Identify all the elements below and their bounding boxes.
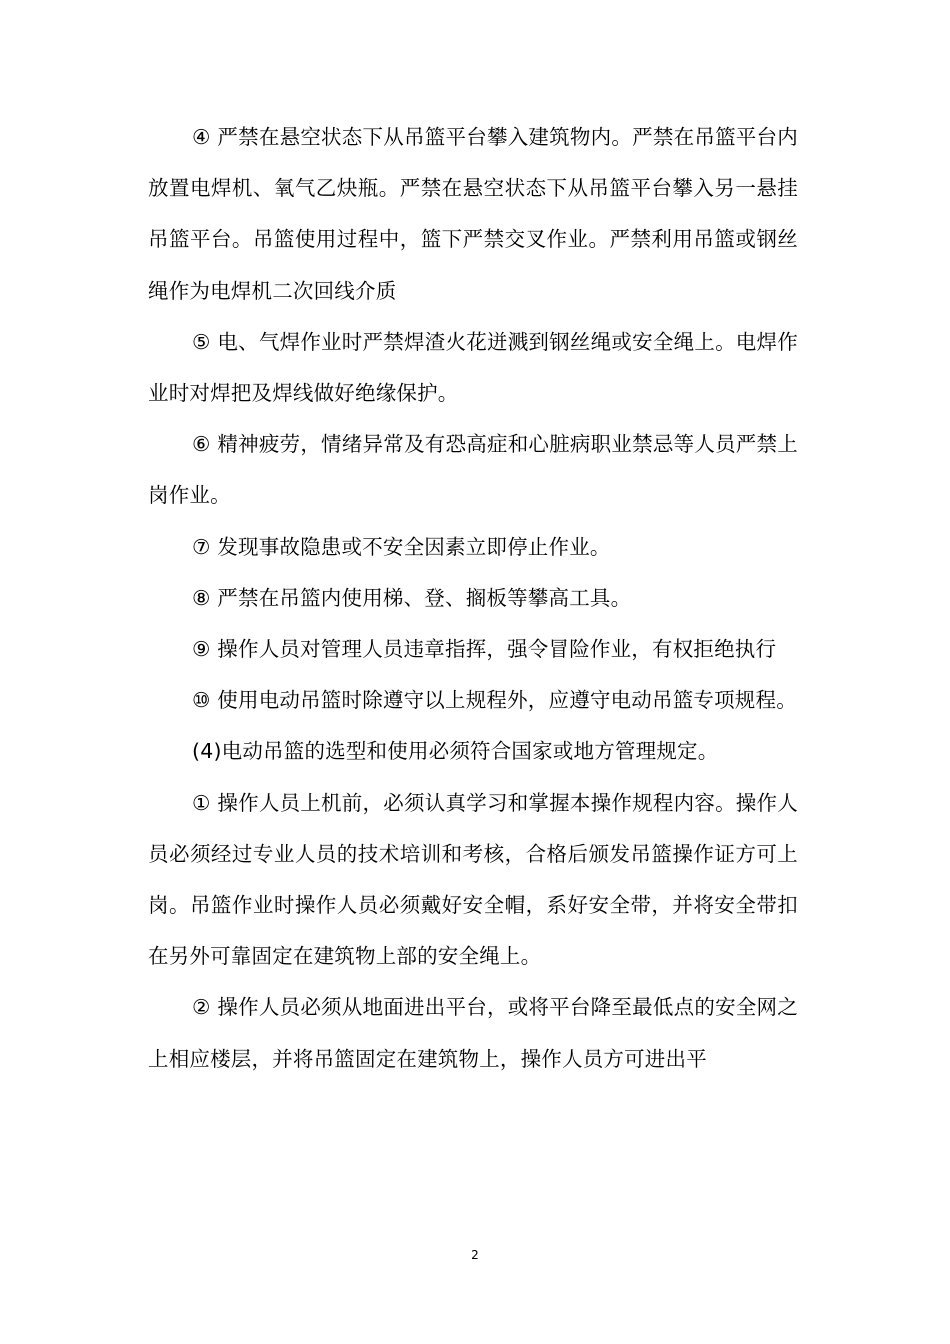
paragraph-item-5: ⑤ 电、气焊作业时严禁焊渣火花迸溅到钢丝绳或安全绳上。电焊作业时对焊把及焊线做好绝缘保护。 xyxy=(148,329,798,406)
paragraph-item-7: ⑦ 发现事故隐患或不安全因素立即停止作业。 xyxy=(192,534,611,559)
paragraph-item-4: ④ 严禁在悬空状态下从吊篮平台攀入建筑物内。严禁在吊篮平台内放置电焊机、氧气乙炔瓶。严禁在悬空状态下从吊篮平台攀入另一悬挂吊篮平台。吊篮使用过程中，篮下严禁交叉作业。严禁利用吊篮或钢丝绳作为电焊机二次回线介质 xyxy=(148,125,798,303)
document-body xyxy=(148,112,798,1085)
paragraph-item-8: ⑧ 严禁在吊篮内使用梯、登、搁板等攀高工具。 xyxy=(192,585,632,610)
section-heading-4: (4)电动吊篮的选型和使用必须符合国家或地方管理规定。 xyxy=(192,739,719,764)
paragraph-item-10: ⑩ 使用电动吊篮时除遵守以上规程外，应遵守电动吊篮专项规程。 xyxy=(192,688,797,713)
paragraph-item-6: ⑥ 精神疲劳，情绪异常及有恐高症和心脏病职业禁忌等人员严禁上岗作业。 xyxy=(148,432,798,508)
paragraph-item-1: ① 操作人员上机前，必须认真学习和掌握本操作规程内容。操作人员必须经过专业人员的技术培训和考核，合格后颁发吊篮操作证方可上岗。吊篮作业时操作人员必须戴好安全帽，系好安全带，并将安全带扣在另外可靠固定在建筑物上部的安全绳上。 xyxy=(148,790,798,969)
paragraph-item-2: ② 操作人员必须从地面进出平台，或将平台降至最低点的安全网之上相应楼层，并将吊篮固定在建筑物上，操作人员方可进出平 xyxy=(148,995,798,1071)
paragraph-item-9: ⑨ 操作人员对管理人员违章指挥，强令冒险作业，有权拒绝执行 xyxy=(192,637,777,662)
page-number: 2 xyxy=(471,1248,479,1262)
